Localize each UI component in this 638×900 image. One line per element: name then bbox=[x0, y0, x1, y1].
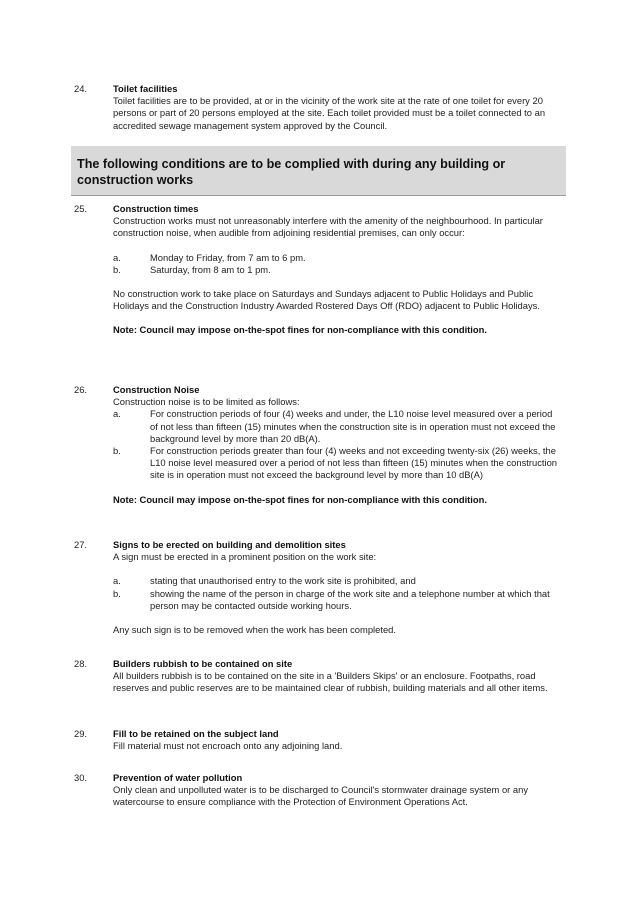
condition-text: Fill material must not encroach onto any adjoining land. bbox=[113, 740, 343, 752]
condition-list bbox=[113, 575, 560, 612]
condition-list bbox=[113, 252, 560, 276]
list-item bbox=[113, 575, 560, 587]
list-item-text: stating that unauthorised entry to the work site is prohibited, and bbox=[150, 575, 416, 587]
condition-number: 24. bbox=[74, 83, 88, 94]
list-marker: b. bbox=[113, 587, 121, 599]
condition-text: Only clean and unpolluted water is to be discharged to Council's stormwater drainage system or any watercourse to ensure compliance with the Protection of Environment Operations Act. bbox=[113, 784, 529, 808]
condition-text: Any such sign is to be removed when the work has been completed. bbox=[113, 624, 396, 636]
list-marker: a. bbox=[113, 408, 121, 420]
condition-title: Construction Noise bbox=[113, 384, 200, 395]
condition-25 bbox=[74, 203, 560, 337]
list-item-text: For construction periods of four (4) weeks and under, the L10 noise level measured over a period of not less than fifteen (15) minutes when the construction site is in operation must not exceed the background level by more than 20 dB(A). bbox=[150, 408, 556, 444]
list-marker: b. bbox=[113, 263, 121, 275]
condition-number: 30. bbox=[74, 772, 88, 783]
condition-text: Toilet facilities are to be provided, at or in the vicinity of the work site at the rate of one toilet for every 20 persons or part of 20 persons employed at the site. Each toilet provided must be a toilet connected to an accredited sewage management system approved by the Council. bbox=[113, 95, 546, 131]
condition-title: Prevention of water pollution bbox=[113, 772, 243, 783]
list-item bbox=[113, 252, 560, 264]
section-banner: The following conditions are to be complied with during any building or construction works bbox=[71, 146, 566, 196]
condition-text: Construction works must not unreasonably interfere with the amenity of the neighbourhood. In particular construction noise, when audible from adjoining residential premises, can only occur: bbox=[113, 215, 543, 239]
condition-26 bbox=[74, 384, 560, 506]
condition-text: Construction noise is to be limited as follows: bbox=[113, 396, 300, 408]
condition-list bbox=[113, 408, 560, 481]
condition-title: Construction times bbox=[113, 203, 199, 214]
condition-number: 25. bbox=[74, 203, 88, 214]
list-item bbox=[113, 588, 560, 612]
condition-29 bbox=[74, 728, 560, 752]
fine-note: Note: Council may impose on-the-spot fines for non-compliance with this condition. bbox=[113, 493, 487, 505]
condition-number: 26. bbox=[74, 384, 88, 395]
condition-30 bbox=[74, 772, 560, 809]
condition-24 bbox=[74, 83, 560, 132]
list-marker: a. bbox=[113, 575, 121, 587]
condition-text: No construction work to take place on Saturdays and Sundays adjacent to Public Holidays and Public Holidays and the Construction Industry Awarded Rostered Days Off (RDO) adjacent to Public Holidays. bbox=[113, 288, 540, 312]
list-item bbox=[113, 445, 560, 482]
fine-note: Note: Council may impose on-the-spot fines for non-compliance with this condition. bbox=[113, 324, 487, 336]
condition-text: A sign must be erected in a prominent position on the work site: bbox=[113, 551, 377, 563]
condition-title: Toilet facilities bbox=[113, 83, 178, 94]
list-item-text: Saturday, from 8 am to 1 pm. bbox=[150, 263, 271, 275]
list-item-text: For construction periods greater than four (4) weeks and not exceeding twenty-six (26) weeks, the L10 noise level measured over a period of not less than fifteen (15) minutes when the construction site is in operation must not exceed the background level by more than 10 dB(A) bbox=[150, 445, 558, 481]
condition-text: All builders rubbish is to be contained on the site in a 'Builders Skips' or an enclosure. Footpaths, road reserves and public reserves are to be maintained clear of rubbish, building materials and all other items. bbox=[113, 670, 548, 694]
condition-number: 27. bbox=[74, 539, 88, 550]
condition-title: Builders rubbish to be contained on site bbox=[113, 658, 293, 669]
list-marker: a. bbox=[113, 251, 121, 263]
condition-number: 28. bbox=[74, 658, 88, 669]
list-item bbox=[113, 264, 560, 276]
list-item-text: showing the name of the person in charge of the work site and a telephone number at which that person may be contacted outside working hours. bbox=[150, 587, 550, 611]
condition-title: Fill to be retained on the subject land bbox=[113, 728, 279, 739]
list-item-text: Monday to Friday, from 7 am to 6 pm. bbox=[150, 251, 306, 263]
list-item bbox=[113, 408, 560, 445]
condition-title: Signs to be erected on building and demolition sites bbox=[113, 539, 346, 550]
list-marker: b. bbox=[113, 445, 121, 457]
condition-28 bbox=[74, 658, 560, 695]
condition-number: 29. bbox=[74, 728, 88, 739]
condition-27 bbox=[74, 539, 560, 636]
